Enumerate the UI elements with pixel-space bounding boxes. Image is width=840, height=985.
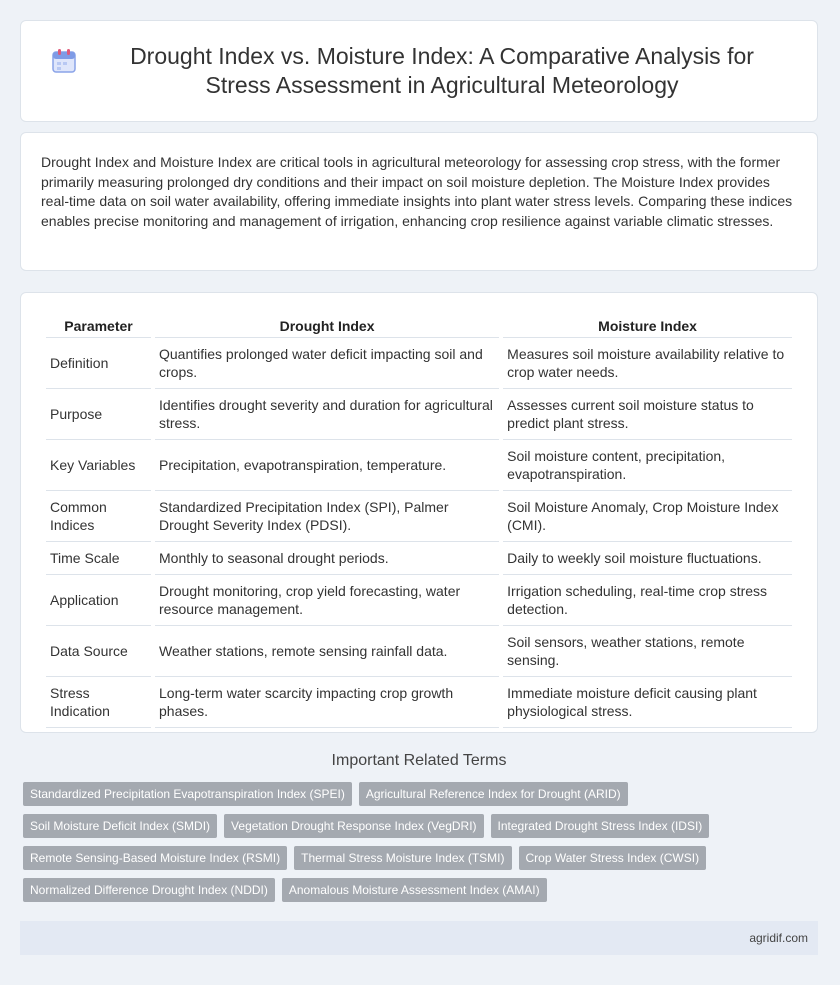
related-term-tag[interactable]: Vegetation Drought Response Index (VegDRI) [224, 814, 483, 838]
row-parameter: Stress Indication [46, 677, 151, 728]
row-parameter: Common Indices [46, 491, 151, 542]
table-row [46, 389, 792, 440]
row-drought-value: Standardized Precipitation Index (SPI), Palmer Drought Severity Index (PDSI). [155, 491, 499, 542]
related-term-tag[interactable]: Soil Moisture Deficit Index (SMDI) [23, 814, 217, 838]
related-term-tag[interactable]: Agricultural Reference Index for Drought (ARID) [359, 782, 628, 806]
row-parameter: Purpose [46, 389, 151, 440]
row-moisture-value: Measures soil moisture availability relative to crop water needs. [503, 338, 792, 389]
title-card [20, 20, 818, 122]
related-terms-section [20, 752, 818, 902]
row-parameter: Definition [46, 338, 151, 389]
table-row [46, 491, 792, 542]
row-moisture-value: Immediate moisture deficit causing plant physiological stress. [503, 677, 792, 728]
row-drought-value: Precipitation, evapotranspiration, temperature. [155, 440, 499, 491]
comparison-table-card [20, 292, 818, 733]
table-row [46, 338, 792, 389]
row-moisture-value: Soil moisture content, precipitation, evapotranspiration. [503, 440, 792, 491]
row-moisture-value: Irrigation scheduling, real-time crop stress detection. [503, 575, 792, 626]
table-row [46, 542, 792, 575]
row-parameter: Key Variables [46, 440, 151, 491]
related-term-tag[interactable]: Remote Sensing-Based Moisture Index (RSMI) [23, 846, 287, 870]
footer [20, 921, 818, 955]
row-moisture-value: Assesses current soil moisture status to predict plant stress. [503, 389, 792, 440]
column-header-parameter: Parameter [46, 311, 151, 338]
related-term-tag[interactable]: Anomalous Moisture Assessment Index (AMAI) [282, 878, 547, 902]
related-term-tag[interactable]: Crop Water Stress Index (CWSI) [519, 846, 707, 870]
row-drought-value: Quantifies prolonged water deficit impacting soil and crops. [155, 338, 499, 389]
table-row [46, 575, 792, 626]
row-drought-value: Weather stations, remote sensing rainfall data. [155, 626, 499, 677]
intro-card [20, 132, 818, 271]
row-drought-value: Long-term water scarcity impacting crop growth phases. [155, 677, 499, 728]
column-header-moisture-index: Moisture Index [503, 311, 792, 338]
row-moisture-value: Soil Moisture Anomaly, Crop Moisture Index (CMI). [503, 491, 792, 542]
intro-paragraph: Drought Index and Moisture Index are critical tools in agricultural meteorology for assessing crop stress, with the former primarily measuring prolonged dry conditions and their impact on soil moisture depletion. The Moisture Index provides real-time data on soil water availability, offering immediate insights into plant water stress levels. Comparing these indices enables precise monitoring and management of irrigation, enhancing crop resilience against variable climatic stresses. [41, 154, 793, 229]
related-term-tag[interactable]: Standardized Precipitation Evapotranspiration Index (SPEI) [23, 782, 352, 806]
related-term-tag[interactable]: Normalized Difference Drought Index (NDDI) [23, 878, 275, 902]
row-drought-value: Identifies drought severity and duration for agricultural stress. [155, 389, 499, 440]
row-moisture-value: Soil sensors, weather stations, remote sensing. [503, 626, 792, 677]
table-header-row [46, 311, 792, 338]
table-row [46, 626, 792, 677]
table-row [46, 677, 792, 728]
related-terms-tags [20, 782, 818, 902]
row-parameter: Application [46, 575, 151, 626]
calendar-icon [51, 48, 77, 74]
row-drought-value: Drought monitoring, crop yield forecasting, water resource management. [155, 575, 499, 626]
row-parameter: Data Source [46, 626, 151, 677]
footer-site-link[interactable]: agridif.com [749, 931, 808, 945]
column-header-drought-index: Drought Index [155, 311, 499, 338]
related-term-tag[interactable]: Thermal Stress Moisture Index (TSMI) [294, 846, 511, 870]
row-drought-value: Monthly to seasonal drought periods. [155, 542, 499, 575]
related-term-tag[interactable]: Integrated Drought Stress Index (IDSI) [491, 814, 710, 838]
table-row [46, 440, 792, 491]
row-parameter: Time Scale [46, 542, 151, 575]
related-terms-heading: Important Related Terms [331, 752, 507, 769]
comparison-table [42, 311, 796, 728]
row-moisture-value: Daily to weekly soil moisture fluctuations. [503, 542, 792, 575]
page-title: Drought Index vs. Moisture Index: A Comparative Analysis for Stress Assessment in Agricultural Meteorology [130, 43, 754, 98]
